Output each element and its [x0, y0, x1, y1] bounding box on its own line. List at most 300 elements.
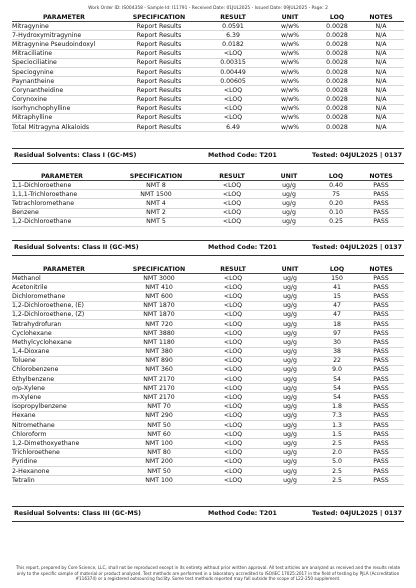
- notes-cell: N/A: [375, 96, 387, 104]
- parameter-cell: Pyridine: [12, 458, 38, 466]
- specification-cell: NMT 3000: [143, 274, 175, 282]
- loq-cell: 0.0028: [326, 105, 348, 113]
- table-row: [12, 283, 404, 292]
- column-header: LOQ: [328, 172, 344, 180]
- specification-cell: Report Results: [136, 50, 182, 58]
- parameter-cell: 2-Hexanone: [12, 467, 50, 475]
- notes-cell: PASS: [373, 181, 389, 189]
- notes-cell: PASS: [373, 403, 389, 411]
- unit-cell: ug/g: [283, 476, 297, 484]
- parameter-cell: Mitraphylline: [12, 114, 53, 122]
- notes-cell: PASS: [373, 476, 389, 484]
- specification-cell: NMT 2: [146, 209, 166, 217]
- loq-cell: 54: [333, 394, 341, 402]
- class-2-solvents-table: [12, 265, 404, 485]
- table-row: [12, 104, 404, 113]
- unit-cell: ug/g: [283, 274, 297, 282]
- loq-cell: 0.0028: [326, 31, 348, 39]
- parameter-cell: Nitromethane: [12, 421, 55, 429]
- specification-cell: NMT 890: [145, 357, 173, 365]
- loq-cell: 75: [332, 190, 340, 198]
- result-cell: <LOQ: [223, 366, 243, 374]
- table-row: [12, 329, 404, 338]
- result-cell: <LOQ: [223, 114, 243, 122]
- result-cell: <LOQ: [223, 476, 243, 484]
- table-header-row: [12, 13, 404, 22]
- method-code: Method Code: T201: [208, 510, 277, 517]
- table-row: [12, 199, 404, 208]
- notes-cell: PASS: [373, 384, 389, 392]
- notes-cell: PASS: [373, 348, 389, 356]
- loq-cell: 41: [333, 283, 341, 291]
- notes-cell: PASS: [373, 283, 389, 291]
- result-cell: <LOQ: [223, 105, 243, 113]
- loq-cell: 0.25: [329, 218, 343, 226]
- table-row: [12, 365, 404, 374]
- table-row: [12, 402, 404, 411]
- result-cell: <LOQ: [223, 357, 243, 365]
- loq-cell: 0.0028: [326, 22, 348, 30]
- result-cell: 0.0591: [222, 22, 244, 30]
- parameter-cell: Mitragynine Pseudoindoxyl: [12, 40, 96, 48]
- tested-date: Tested: 04JUL2025 | 0137: [312, 244, 402, 251]
- table-row: [12, 448, 404, 457]
- unit-cell: ug/g: [283, 403, 297, 411]
- specification-cell: NMT 100: [145, 439, 173, 447]
- specification-cell: NMT 600: [145, 292, 173, 300]
- section-bar-class-2: [12, 240, 404, 256]
- notes-cell: N/A: [375, 105, 387, 113]
- specification-cell: Report Results: [136, 22, 182, 30]
- table-row: [12, 457, 404, 466]
- method-code: Method Code: T201: [208, 244, 277, 251]
- column-header: PARAMETER: [41, 172, 83, 180]
- table-row: [12, 123, 404, 132]
- parameter-cell: 1,2-Dichloroethane: [12, 218, 72, 226]
- unit-cell: w/w%: [280, 31, 300, 39]
- specification-cell: NMT 2170: [143, 375, 175, 383]
- notes-cell: N/A: [375, 114, 387, 122]
- loq-cell: 54: [333, 384, 341, 392]
- result-cell: <LOQ: [222, 209, 242, 217]
- loq-cell: 38: [333, 348, 341, 356]
- table-row: [12, 22, 404, 31]
- table-row: [12, 310, 404, 319]
- parameter-cell: Mitraciliatine: [12, 50, 53, 58]
- loq-cell: 0.0028: [326, 77, 348, 85]
- column-header: LOQ: [329, 265, 345, 273]
- unit-cell: ug/g: [283, 394, 297, 402]
- unit-cell: w/w%: [280, 50, 300, 58]
- table-row: [12, 439, 404, 448]
- parameter-cell: Hexane: [12, 412, 36, 420]
- parameter-cell: Corynoxine: [12, 96, 47, 104]
- unit-cell: ug/g: [283, 449, 297, 457]
- result-cell: <LOQ: [223, 458, 243, 466]
- page-header: Work Order ID: IS004358 - Sample Id: I11791 - Received Date: 01JUL2025 - Issued Date: 09JUL2025 - Page: 2: [88, 6, 328, 11]
- loq-cell: 0.0028: [326, 50, 348, 58]
- table-row: [12, 208, 404, 217]
- table-row: [12, 49, 404, 58]
- notes-cell: PASS: [373, 439, 389, 447]
- parameter-cell: 1,2-Dichloroethene, (Z): [12, 311, 85, 319]
- parameter-cell: Corynantheidine: [12, 86, 64, 94]
- table-row: [12, 301, 404, 310]
- parameter-cell: Paynantheine: [12, 77, 55, 85]
- loq-cell: 22: [333, 357, 341, 365]
- unit-cell: ug/g: [283, 338, 297, 346]
- alkaloids-table: [12, 13, 404, 132]
- result-cell: <LOQ: [223, 384, 243, 392]
- result-cell: <LOQ: [223, 329, 243, 337]
- parameter-cell: Speciogynine: [12, 68, 54, 76]
- tested-date: Tested: 04JUL2025 | 0137: [312, 152, 402, 159]
- specification-cell: Report Results: [136, 114, 182, 122]
- column-header: PARAMETER: [43, 13, 85, 21]
- notes-cell: PASS: [373, 292, 389, 300]
- parameter-cell: Chloroform: [12, 430, 47, 438]
- loq-cell: 7.3: [332, 412, 342, 420]
- specification-cell: NMT 8: [146, 181, 166, 189]
- specification-cell: NMT 290: [145, 412, 173, 420]
- unit-cell: ug/g: [282, 199, 296, 207]
- notes-cell: PASS: [373, 467, 389, 475]
- table-header-row: [12, 172, 404, 181]
- parameter-cell: Dichloromethane: [12, 292, 66, 300]
- section-title: Residual Solvents: Class I (GC-MS): [14, 152, 137, 159]
- loq-cell: 1.8: [332, 403, 342, 411]
- loq-cell: 0.10: [329, 209, 343, 217]
- result-cell: <LOQ: [222, 181, 242, 189]
- result-cell: <LOQ: [222, 218, 242, 226]
- table-row: [12, 466, 404, 475]
- specification-cell: NMT 2170: [143, 394, 175, 402]
- notes-cell: PASS: [373, 329, 389, 337]
- unit-cell: w/w%: [280, 114, 300, 122]
- result-cell: <LOQ: [223, 394, 243, 402]
- result-cell: <LOQ: [223, 292, 243, 300]
- loq-cell: 1.3: [332, 421, 342, 429]
- loq-cell: 0.40: [329, 181, 343, 189]
- parameter-cell: Chlorobenzene: [12, 366, 59, 374]
- specification-cell: NMT 410: [145, 283, 173, 291]
- notes-cell: N/A: [375, 86, 387, 94]
- unit-cell: ug/g: [283, 292, 297, 300]
- parameter-cell: 1,2-Dimethoxyethane: [12, 439, 80, 447]
- table-row: [12, 67, 404, 76]
- result-cell: <LOQ: [223, 439, 243, 447]
- notes-cell: PASS: [373, 375, 389, 383]
- notes-cell: N/A: [375, 59, 387, 67]
- specification-cell: Report Results: [136, 68, 182, 76]
- specification-cell: Report Results: [136, 96, 182, 104]
- table-row: [12, 384, 404, 393]
- result-cell: <LOQ: [223, 348, 243, 356]
- parameter-cell: Tetralin: [12, 476, 35, 484]
- parameter-cell: 1,1,1-Trichloroethane: [12, 190, 78, 198]
- unit-cell: ug/g: [283, 430, 297, 438]
- result-cell: <LOQ: [223, 283, 243, 291]
- parameter-cell: Ethylbenzene: [12, 375, 55, 383]
- parameter-cell: Acetonitrile: [12, 283, 48, 291]
- table-row: [12, 421, 404, 430]
- specification-cell: Report Results: [136, 31, 182, 39]
- table-row: [12, 31, 404, 40]
- loq-cell: 2.5: [332, 467, 342, 475]
- specification-cell: NMT 360: [145, 366, 173, 374]
- unit-cell: w/w%: [280, 96, 300, 104]
- parameter-cell: o/p-Xylene: [12, 384, 45, 392]
- specification-cell: Report Results: [136, 123, 182, 131]
- specification-cell: NMT 50: [147, 421, 171, 429]
- unit-cell: ug/g: [282, 209, 296, 217]
- notes-cell: PASS: [373, 320, 389, 328]
- unit-cell: ug/g: [282, 181, 296, 189]
- disclaimer-footer: This report, prepared by Core Science, LLC, shall not be reproduced except in its entirety without prior written approval. All test articles are analyzed as received and the results relate only to the specific sample of material or product analyzed. Test methods are performed in a laboratory accredited to ISO/IEC 17025:2017 in the field of testing by PJLA (Accreditation #116374) or a registered outsourcing facility. Some test methods reported may fall outside the scope of L22-250 supplement.: [15, 564, 401, 582]
- column-header: SPECIFICATION: [132, 265, 186, 273]
- result-cell: 0.00605: [220, 77, 246, 85]
- table-row: [12, 319, 404, 328]
- loq-cell: 0.0028: [326, 40, 348, 48]
- notes-cell: N/A: [375, 77, 387, 85]
- unit-cell: ug/g: [283, 311, 297, 319]
- loq-cell: 30: [333, 338, 341, 346]
- parameter-cell: Isopropylbenzene: [12, 403, 67, 411]
- loq-cell: 0.0028: [326, 96, 348, 104]
- notes-cell: PASS: [373, 458, 389, 466]
- notes-cell: PASS: [373, 209, 389, 217]
- unit-cell: ug/g: [283, 348, 297, 356]
- parameter-cell: Methanol: [12, 274, 41, 282]
- loq-cell: 0.0028: [326, 114, 348, 122]
- parameter-cell: Tetrahydrofuran: [12, 320, 62, 328]
- loq-cell: 2.5: [332, 476, 342, 484]
- unit-cell: w/w%: [280, 40, 300, 48]
- result-cell: <LOQ: [223, 338, 243, 346]
- notes-cell: PASS: [373, 190, 389, 198]
- notes-cell: N/A: [375, 123, 387, 131]
- parameter-cell: m-Xylene: [12, 394, 42, 402]
- unit-cell: w/w%: [280, 105, 300, 113]
- column-header: PARAMETER: [43, 265, 85, 273]
- unit-cell: ug/g: [283, 384, 297, 392]
- column-header: RESULT: [220, 265, 246, 273]
- column-header: UNIT: [281, 13, 299, 21]
- result-cell: <LOQ: [223, 375, 243, 383]
- table-row: [12, 375, 404, 384]
- unit-cell: w/w%: [280, 123, 300, 131]
- tested-date: Tested: 04JUL2025 | 0137: [312, 510, 402, 517]
- section-title: Residual Solvents: Class II (GC-MS): [14, 244, 139, 251]
- loq-cell: 0.0028: [326, 86, 348, 94]
- unit-cell: ug/g: [283, 421, 297, 429]
- specification-cell: Report Results: [136, 86, 182, 94]
- specification-cell: NMT 1870: [143, 302, 175, 310]
- notes-cell: PASS: [373, 412, 389, 420]
- loq-cell: 54: [333, 375, 341, 383]
- result-cell: <LOQ: [223, 449, 243, 457]
- table-row: [12, 77, 404, 86]
- unit-cell: ug/g: [282, 190, 296, 198]
- loq-cell: 2.0: [332, 449, 342, 457]
- parameter-cell: Cyclohexane: [12, 329, 52, 337]
- parameter-cell: 1,1-Dichloroethene: [12, 181, 72, 189]
- loq-cell: 1.5: [332, 430, 342, 438]
- column-header: RESULT: [219, 172, 245, 180]
- notes-cell: PASS: [373, 394, 389, 402]
- unit-cell: ug/g: [283, 439, 297, 447]
- unit-cell: ug/g: [283, 412, 297, 420]
- specification-cell: NMT 70: [147, 403, 171, 411]
- result-cell: <LOQ: [223, 421, 243, 429]
- result-cell: <LOQ: [223, 311, 243, 319]
- table-row: [12, 292, 404, 301]
- loq-cell: 97: [333, 329, 341, 337]
- unit-cell: ug/g: [283, 458, 297, 466]
- notes-cell: PASS: [373, 338, 389, 346]
- parameter-cell: Mitragynine: [12, 22, 49, 30]
- specification-cell: NMT 50: [147, 467, 171, 475]
- loq-cell: 150: [331, 274, 343, 282]
- table-row: [12, 217, 404, 226]
- table-row: [12, 86, 404, 95]
- parameter-cell: 7-Hydroxymitragynine: [12, 31, 82, 39]
- notes-cell: PASS: [373, 366, 389, 374]
- loq-cell: 0.0028: [326, 123, 348, 131]
- specification-cell: Report Results: [136, 40, 182, 48]
- parameter-cell: Isorhynchophylline: [12, 105, 71, 113]
- result-cell: <LOQ: [223, 430, 243, 438]
- notes-cell: PASS: [373, 274, 389, 282]
- unit-cell: ug/g: [283, 302, 297, 310]
- table-row: [12, 356, 404, 365]
- table-row: [12, 393, 404, 402]
- parameter-cell: Trichloroethene: [12, 449, 60, 457]
- table-row: [12, 274, 404, 283]
- parameter-cell: Speciociliatine: [12, 59, 57, 67]
- unit-cell: w/w%: [280, 68, 300, 76]
- unit-cell: w/w%: [280, 59, 300, 67]
- parameter-cell: 1,4-Dioxane: [12, 348, 50, 356]
- loq-cell: 5.0: [332, 458, 342, 466]
- column-header: RESULT: [220, 13, 246, 21]
- result-cell: <LOQ: [222, 190, 242, 198]
- notes-cell: PASS: [373, 421, 389, 429]
- notes-cell: PASS: [373, 357, 389, 365]
- loq-cell: 0.20: [329, 199, 343, 207]
- column-header: UNIT: [280, 172, 298, 180]
- parameter-cell: 1,2-Dichloroethene, (E): [12, 302, 84, 310]
- notes-cell: N/A: [375, 22, 387, 30]
- loq-cell: 9.0: [332, 366, 342, 374]
- column-header: SPECIFICATION: [132, 13, 186, 21]
- specification-cell: NMT 100: [145, 476, 173, 484]
- notes-cell: N/A: [375, 40, 387, 48]
- result-cell: <LOQ: [223, 467, 243, 475]
- table-row: [12, 411, 404, 420]
- result-cell: <LOQ: [223, 96, 243, 104]
- table-row: [12, 347, 404, 356]
- unit-cell: w/w%: [280, 86, 300, 94]
- table-row: [12, 95, 404, 104]
- notes-cell: PASS: [373, 199, 389, 207]
- column-header: UNIT: [281, 265, 299, 273]
- result-cell: 0.00449: [220, 68, 246, 76]
- specification-cell: NMT 1500: [140, 190, 172, 198]
- unit-cell: w/w%: [280, 22, 300, 30]
- unit-cell: ug/g: [283, 320, 297, 328]
- parameter-cell: Benzene: [12, 209, 39, 217]
- table-row: [12, 40, 404, 49]
- notes-cell: PASS: [373, 311, 389, 319]
- specification-cell: NMT 60: [147, 430, 171, 438]
- specification-cell: Report Results: [136, 59, 182, 67]
- specification-cell: NMT 2170: [143, 384, 175, 392]
- unit-cell: ug/g: [283, 366, 297, 374]
- result-cell: 0.0182: [222, 40, 244, 48]
- table-header-row: [12, 265, 404, 274]
- specification-cell: Report Results: [136, 77, 182, 85]
- specification-cell: NMT 720: [145, 320, 173, 328]
- result-cell: 6.49: [226, 123, 240, 131]
- notes-cell: N/A: [375, 50, 387, 58]
- specification-cell: NMT 5: [146, 218, 166, 226]
- specification-cell: NMT 380: [145, 348, 173, 356]
- method-code: Method Code: T201: [208, 152, 277, 159]
- result-cell: <LOQ: [223, 50, 243, 58]
- notes-cell: PASS: [373, 302, 389, 310]
- result-cell: <LOQ: [223, 320, 243, 328]
- loq-cell: 47: [333, 311, 341, 319]
- table-row: [12, 181, 404, 190]
- loq-cell: 0.0028: [326, 59, 348, 67]
- specification-cell: Report Results: [136, 105, 182, 113]
- parameter-cell: Toluene: [12, 357, 36, 365]
- result-cell: <LOQ: [222, 199, 242, 207]
- table-row: [12, 430, 404, 439]
- result-cell: <LOQ: [223, 412, 243, 420]
- parameter-cell: Tetrachloromethane: [12, 199, 75, 207]
- result-cell: <LOQ: [223, 86, 243, 94]
- result-cell: <LOQ: [223, 403, 243, 411]
- section-title: Residual Solvents: Class III (GC-MS): [14, 510, 142, 517]
- section-bar-class-3: [12, 506, 404, 522]
- loq-cell: 2.5: [332, 439, 342, 447]
- table-row: [12, 58, 404, 67]
- unit-cell: ug/g: [282, 218, 296, 226]
- specification-cell: NMT 4: [146, 199, 166, 207]
- notes-cell: PASS: [373, 218, 389, 226]
- section-bar-class-1: [12, 148, 404, 164]
- notes-cell: PASS: [373, 430, 389, 438]
- loq-cell: 47: [333, 302, 341, 310]
- specification-cell: NMT 80: [147, 449, 171, 457]
- unit-cell: ug/g: [283, 357, 297, 365]
- result-cell: <LOQ: [223, 302, 243, 310]
- unit-cell: ug/g: [283, 375, 297, 383]
- unit-cell: ug/g: [283, 467, 297, 475]
- parameter-cell: Total Mitragyna Alkaloids: [12, 123, 90, 131]
- loq-cell: 15: [333, 292, 341, 300]
- unit-cell: ug/g: [283, 283, 297, 291]
- notes-cell: PASS: [373, 449, 389, 457]
- table-row: [12, 476, 404, 485]
- unit-cell: w/w%: [280, 77, 300, 85]
- unit-cell: ug/g: [283, 329, 297, 337]
- specification-cell: NMT 1870: [143, 311, 175, 319]
- result-cell: <LOQ: [223, 274, 243, 282]
- class-1-solvents-table: [12, 172, 404, 227]
